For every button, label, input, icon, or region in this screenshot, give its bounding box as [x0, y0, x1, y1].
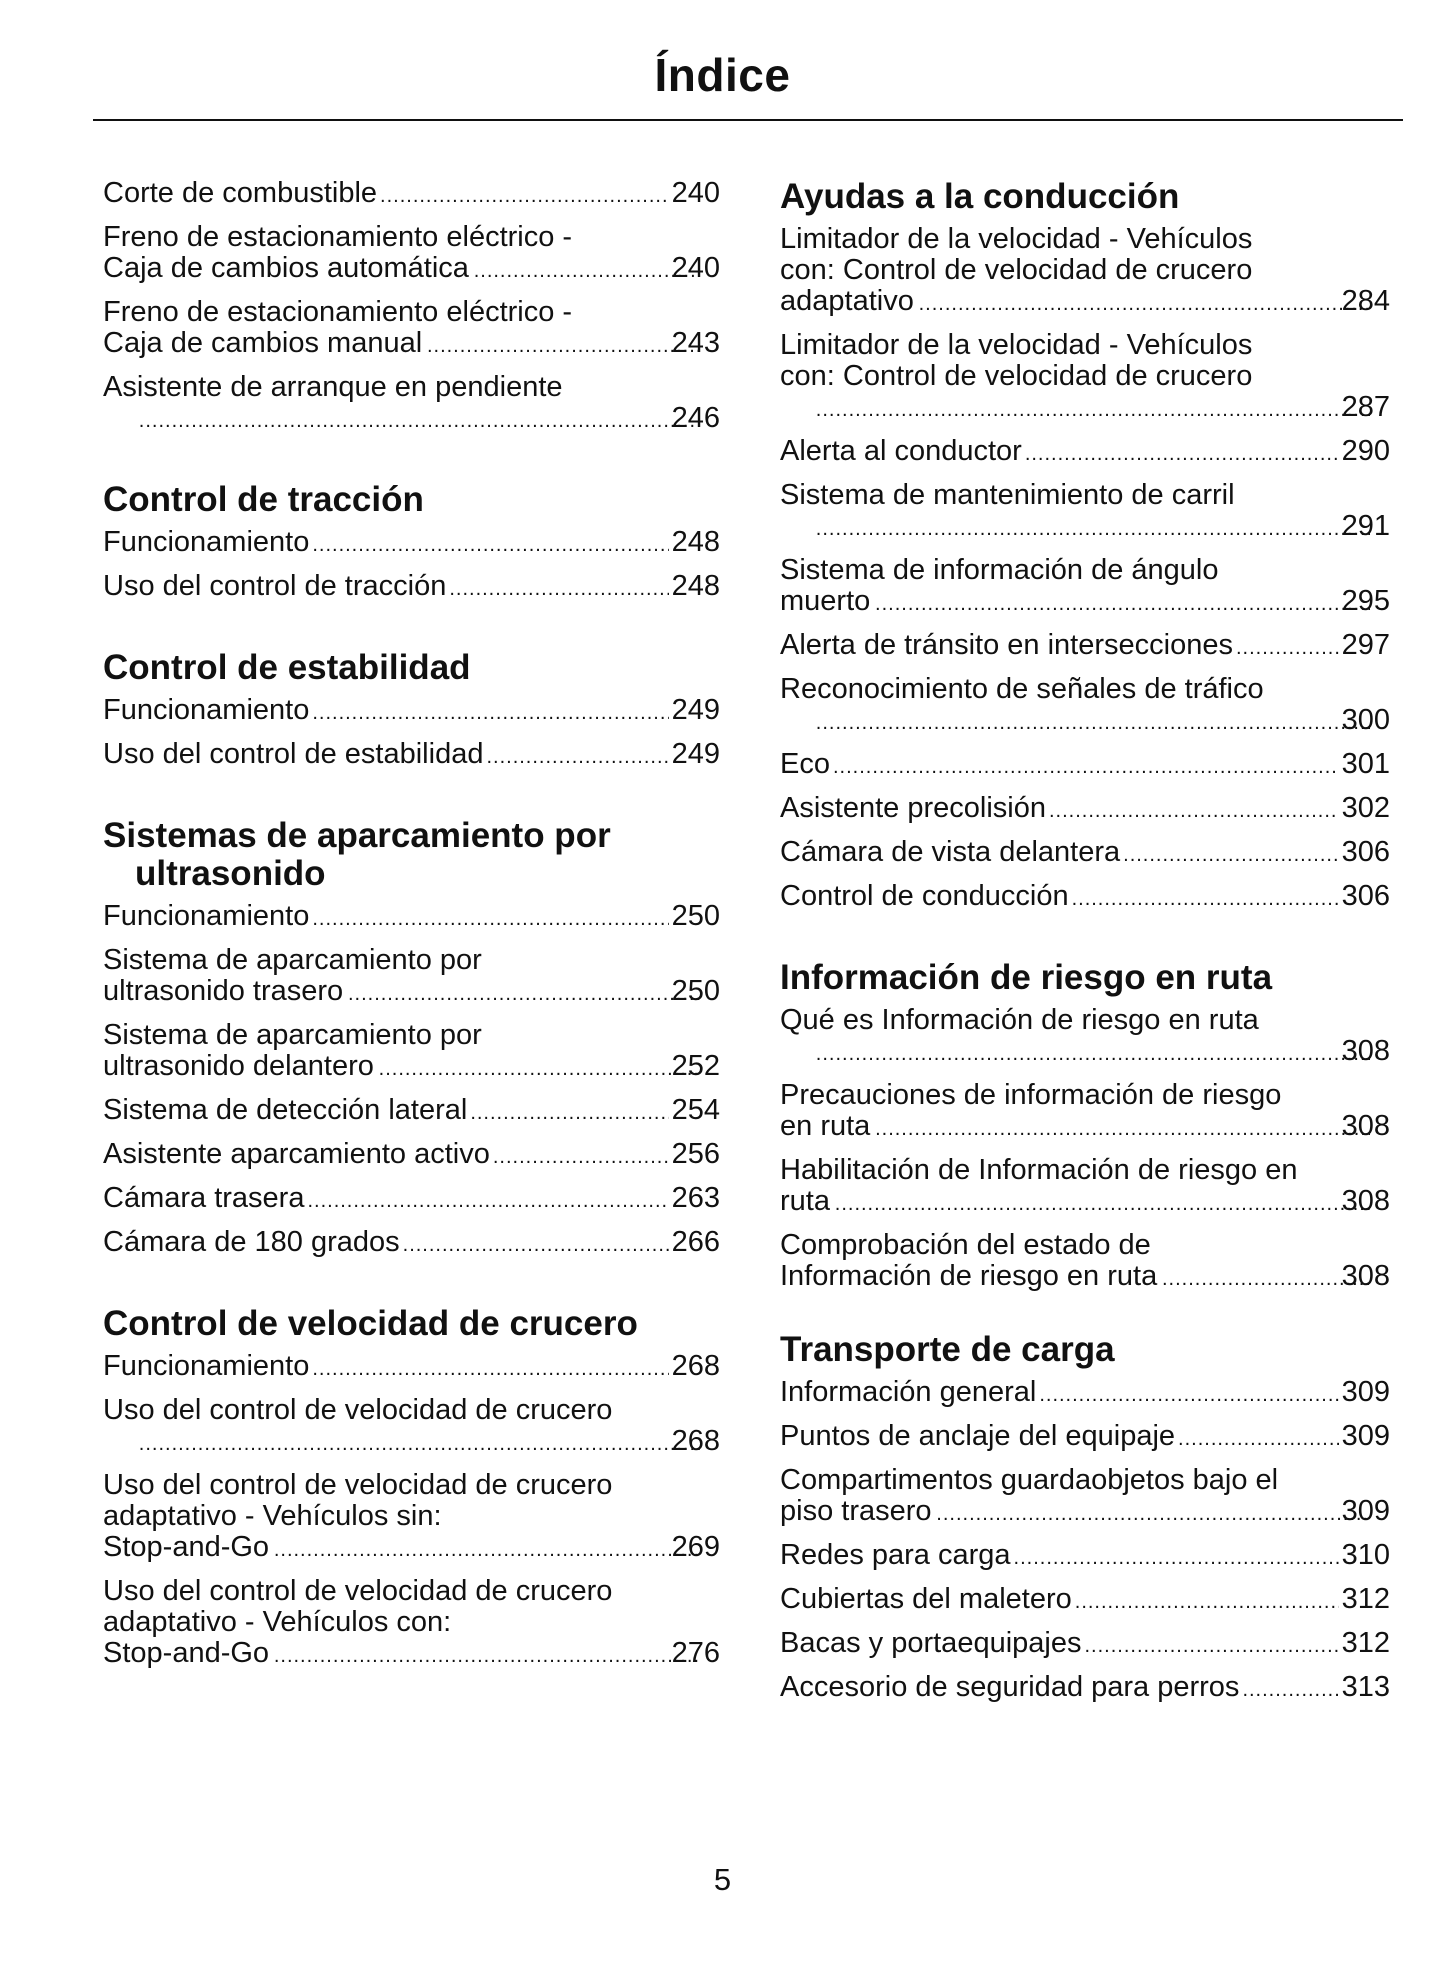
- toc-page-number: 284: [1341, 285, 1390, 317]
- toc-entry[interactable]: [103, 1183, 720, 1217]
- toc-page-number: 308: [1341, 1110, 1390, 1142]
- section-heading: Información de riesgo en ruta: [780, 958, 1273, 997]
- toc-entry-leader-row: [780, 1584, 1390, 1618]
- dot-leader: [425, 328, 699, 362]
- toc-entry[interactable]: [780, 1628, 1390, 1662]
- toc-entry-line: Sistema de mantenimiento de carril: [780, 479, 1235, 511]
- section-spacer: [103, 447, 720, 481]
- toc-page-number: 297: [1341, 629, 1390, 661]
- toc-entry[interactable]: [780, 480, 1390, 545]
- dot-leader: [814, 392, 1370, 426]
- toc-entry-title: Accesorio de seguridad para perros: [780, 1671, 1240, 1703]
- dot-leader: [917, 286, 1370, 320]
- toc-page-number: 250: [671, 975, 720, 1007]
- section-heading: Control de tracción: [103, 480, 424, 519]
- dot-leader: [272, 1532, 700, 1566]
- dot-leader: [493, 1139, 669, 1173]
- toc-entry-leader-row: [780, 285, 1390, 320]
- toc-entry-line: Freno de estacionamiento eléctrico -: [103, 221, 573, 253]
- toc-entry[interactable]: [780, 674, 1390, 739]
- toc-page-number: 249: [671, 738, 720, 770]
- section-spacer: [780, 1305, 1390, 1331]
- toc-entry[interactable]: [103, 178, 720, 212]
- dot-leader: [1039, 1377, 1338, 1411]
- toc-entry-leader-row: [103, 1351, 720, 1385]
- toc-entry-title: ultrasonido delantero: [103, 1050, 374, 1082]
- toc-entry-line: Uso del control de velocidad de crucero: [103, 1575, 613, 1607]
- toc-entry[interactable]: [780, 1672, 1390, 1706]
- dot-leader: [814, 705, 1370, 739]
- toc-entry[interactable]: [103, 1139, 720, 1173]
- toc-page-number: 268: [671, 1425, 720, 1457]
- toc-entry-leader-row: [103, 901, 720, 935]
- toc-entry[interactable]: [103, 1095, 720, 1129]
- toc-entry-line: con: Control de velocidad de crucero: [780, 360, 1253, 392]
- toc-entry-title: en ruta: [780, 1110, 871, 1142]
- toc-entry-title: Funcionamiento: [103, 1350, 310, 1382]
- toc-entry-leader-row: [780, 837, 1390, 871]
- toc-entry[interactable]: [103, 901, 720, 935]
- dot-leader: [833, 1186, 1370, 1220]
- toc-entry-title: ruta: [780, 1185, 830, 1217]
- toc-entry[interactable]: [780, 1465, 1390, 1530]
- toc-entry-leader-row: [103, 1531, 720, 1566]
- toc-entry-title: Alerta al conductor: [780, 435, 1022, 467]
- toc-entry-leader-row: [780, 749, 1390, 783]
- toc-entry[interactable]: [780, 1005, 1390, 1070]
- dot-leader: [1178, 1421, 1339, 1455]
- toc-page-number: 240: [671, 177, 720, 209]
- toc-entry[interactable]: [780, 1421, 1390, 1455]
- section-heading: Sistemas de aparcamiento por ultrasonido: [103, 816, 611, 893]
- toc-entry-line: Compartimentos guardaobjetos bajo el: [780, 1464, 1279, 1496]
- toc-page-number: 263: [671, 1182, 720, 1214]
- toc-entry-line: Uso del control de velocidad de crucero: [103, 1469, 613, 1501]
- dot-leader: [1075, 1584, 1339, 1618]
- toc-entry-leader-row: [103, 327, 720, 362]
- toc-page-number: 291: [1341, 510, 1390, 542]
- toc-entry-title: Asistente precolisión: [780, 792, 1046, 824]
- toc-entry-line: Habilitación de Información de riesgo en: [780, 1154, 1298, 1186]
- dot-leader: [312, 527, 668, 561]
- toc-entry-line: adaptativo - Vehículos sin:: [103, 1500, 442, 1532]
- toc-entry-line: Reconocimiento de señales de tráfico: [780, 673, 1264, 705]
- toc-entry[interactable]: [780, 1584, 1390, 1618]
- toc-page-number: 287: [1341, 391, 1390, 423]
- toc-entry[interactable]: [780, 555, 1390, 620]
- toc-entry-title: Cubiertas del maletero: [780, 1583, 1072, 1615]
- toc-page-number: 306: [1341, 836, 1390, 868]
- section-spacer: [780, 925, 1390, 959]
- toc-entry[interactable]: [103, 1470, 720, 1566]
- dot-leader: [380, 178, 669, 212]
- toc-entry-leader-row: [103, 1227, 720, 1261]
- toc-entry-title: piso trasero: [780, 1495, 932, 1527]
- toc-entry-title: Cámara de vista delantera: [780, 836, 1121, 868]
- section-heading: Control de velocidad de crucero: [103, 1304, 638, 1343]
- page-number: 5: [713, 1862, 732, 1897]
- toc-entry[interactable]: [780, 1155, 1390, 1220]
- toc-entry-title: Cámara trasera: [103, 1182, 305, 1214]
- toc-entry-title: Corte de combustible: [103, 177, 378, 209]
- toc-entry-leader-row: [103, 252, 720, 287]
- title-divider: [93, 119, 1403, 121]
- toc-entry-leader-row: [103, 527, 720, 561]
- toc-entry-leader-row: [780, 1110, 1390, 1145]
- toc-page-number: 312: [1341, 1583, 1390, 1615]
- toc-page-number: 268: [671, 1350, 720, 1382]
- toc-entry-title: Asistente aparcamiento activo: [103, 1138, 490, 1170]
- toc-entry-line: Limitador de la velocidad - Vehículos: [780, 223, 1253, 255]
- toc-page-number: 243: [671, 327, 720, 359]
- dot-leader: [1049, 793, 1339, 827]
- toc-entry-title: Cámara de 180 grados: [103, 1226, 400, 1258]
- toc-entry[interactable]: [103, 1576, 720, 1672]
- toc-entry-leader-row: [780, 585, 1390, 620]
- toc-page-number: 300: [1341, 704, 1390, 736]
- toc-entry-leader-row: [103, 739, 720, 773]
- dot-leader: [403, 1227, 669, 1261]
- toc-page-number: 301: [1341, 748, 1390, 780]
- toc-page-number: 308: [1341, 1035, 1390, 1067]
- toc-entry[interactable]: [103, 695, 720, 729]
- toc-page-number: 256: [671, 1138, 720, 1170]
- toc-entry[interactable]: [780, 330, 1390, 426]
- toc-entry-title: Uso del control de estabilidad: [103, 738, 484, 770]
- section-heading: Control de estabilidad: [103, 648, 471, 687]
- toc-entry-title: Uso del control de tracción: [103, 570, 447, 602]
- toc-entry-leader-row: [780, 1495, 1390, 1530]
- dot-leader: [1160, 1261, 1369, 1295]
- section-heading: Ayudas a la conducción: [780, 177, 1180, 216]
- section-spacer: [103, 615, 720, 649]
- toc-entry-leader-row: [780, 1540, 1390, 1574]
- dot-leader: [307, 1183, 668, 1217]
- toc-entry-title: muerto: [780, 585, 871, 617]
- left-column: [103, 178, 720, 1682]
- toc-entry-leader-row: [103, 1095, 720, 1129]
- section-spacer: [103, 1271, 720, 1305]
- dot-leader: [1084, 1628, 1338, 1662]
- toc-entry-leader-row: [780, 1185, 1390, 1220]
- toc-entry-line: Freno de estacionamiento eléctrico -: [103, 296, 573, 328]
- dot-leader: [1123, 837, 1338, 871]
- toc-entry-leader-row: [780, 1628, 1390, 1662]
- toc-page-number: 248: [671, 526, 720, 558]
- toc-entry-line: Sistema de información de ángulo: [780, 554, 1219, 586]
- dot-leader: [1072, 881, 1339, 915]
- toc-entry-leader-row: [780, 881, 1390, 915]
- toc-entry-title: Funcionamiento: [103, 526, 310, 558]
- dot-leader: [1242, 1672, 1338, 1706]
- toc-page-number: 276: [671, 1637, 720, 1669]
- toc-entry-line: Sistema de aparcamiento por: [103, 944, 482, 976]
- toc-entry-leader-row: [134, 403, 720, 437]
- toc-entry-title: Caja de cambios automática: [103, 252, 469, 284]
- toc-entry-title: Puntos de anclaje del equipaje: [780, 1420, 1176, 1452]
- toc-entry[interactable]: [780, 749, 1390, 783]
- dot-leader: [272, 1638, 700, 1672]
- toc-page-number: 295: [1341, 585, 1390, 617]
- toc-page-number: 240: [671, 252, 720, 284]
- toc-entry-title: ultrasonido trasero: [103, 975, 344, 1007]
- toc-entry[interactable]: [103, 1020, 720, 1085]
- toc-entry-line: con: Control de velocidad de crucero: [780, 254, 1253, 286]
- toc-entry-leader-row: [103, 571, 720, 605]
- dot-leader: [1236, 630, 1339, 664]
- toc-entry[interactable]: [780, 436, 1390, 470]
- toc-entry-leader-row: [811, 705, 1390, 739]
- toc-entry[interactable]: [780, 793, 1390, 827]
- dot-leader: [833, 749, 1339, 783]
- toc-entry[interactable]: [103, 372, 720, 437]
- toc-entry-leader-row: [780, 436, 1390, 470]
- toc-entry[interactable]: [103, 222, 720, 287]
- toc-page-number: 310: [1341, 1539, 1390, 1571]
- toc-entry[interactable]: [103, 1395, 720, 1460]
- toc-page-number: 252: [671, 1050, 720, 1082]
- toc-page-number: 290: [1341, 435, 1390, 467]
- toc-entry[interactable]: [103, 1351, 720, 1385]
- toc-page-number: 266: [671, 1226, 720, 1258]
- toc-entry-title: Alerta de tránsito en intersecciones: [780, 629, 1233, 661]
- toc-entry-title: Stop-and-Go: [103, 1637, 270, 1669]
- toc-entry-title: Redes para carga: [780, 1539, 1011, 1571]
- toc-entry[interactable]: [780, 1080, 1390, 1145]
- toc-entry-leader-row: [780, 630, 1390, 664]
- toc-page-number: 302: [1341, 792, 1390, 824]
- dot-leader: [449, 571, 668, 605]
- dot-leader: [312, 1351, 668, 1385]
- toc-entry[interactable]: [103, 297, 720, 362]
- section-heading: Transporte de carga: [780, 1330, 1115, 1369]
- toc-entry[interactable]: [103, 945, 720, 1010]
- toc-entry[interactable]: [780, 630, 1390, 664]
- right-column: [780, 178, 1390, 1716]
- toc-entry-leader-row: [780, 1377, 1390, 1411]
- toc-entry[interactable]: [103, 571, 720, 605]
- toc-entry-line: Precauciones de información de riesgo: [780, 1079, 1282, 1111]
- toc-entry[interactable]: [103, 739, 720, 773]
- toc-page-number: 313: [1341, 1671, 1390, 1703]
- toc-entry-leader-row: [134, 1426, 720, 1460]
- dot-leader: [470, 1095, 668, 1129]
- dot-leader: [873, 586, 1369, 620]
- dot-leader: [814, 511, 1370, 545]
- toc-entry[interactable]: [103, 1227, 720, 1261]
- toc-entry-leader-row: [103, 1183, 720, 1217]
- dot-leader: [312, 695, 668, 729]
- toc-page-number: 249: [671, 694, 720, 726]
- toc-entry[interactable]: [780, 837, 1390, 871]
- toc-entry-leader-row: [103, 1139, 720, 1173]
- toc-page-number: 254: [671, 1094, 720, 1126]
- toc-entry-leader-row: [780, 1672, 1390, 1706]
- toc-entry-title: Información general: [780, 1376, 1037, 1408]
- toc-page-number: 309: [1341, 1420, 1390, 1452]
- dot-leader: [137, 1426, 700, 1460]
- dot-leader: [472, 253, 700, 287]
- toc-page-number: 248: [671, 570, 720, 602]
- dot-leader: [377, 1051, 700, 1085]
- toc-page-number: 308: [1341, 1260, 1390, 1292]
- toc-page-number: 246: [671, 402, 720, 434]
- toc-entry-leader-row: [811, 1036, 1390, 1070]
- toc-entry-leader-row: [811, 511, 1390, 545]
- toc-entry-leader-row: [103, 695, 720, 729]
- page-title: Índice: [654, 49, 791, 101]
- dot-leader: [486, 739, 668, 773]
- dot-leader: [814, 1036, 1370, 1070]
- toc-entry-leader-row: [811, 392, 1390, 426]
- dot-leader: [873, 1111, 1369, 1145]
- toc-page-number: 250: [671, 900, 720, 932]
- toc-entry[interactable]: [780, 1377, 1390, 1411]
- dot-leader: [935, 1496, 1370, 1530]
- dot-leader: [137, 403, 700, 437]
- dot-leader: [1014, 1540, 1339, 1574]
- toc-entry[interactable]: [780, 1540, 1390, 1574]
- toc-page-number: 306: [1341, 880, 1390, 912]
- toc-entry-title: Bacas y portaequipajes: [780, 1627, 1082, 1659]
- toc-entry-line: Limitador de la velocidad - Vehículos: [780, 329, 1253, 361]
- toc-entry-leader-row: [103, 178, 720, 212]
- toc-entry-leader-row: [780, 793, 1390, 827]
- toc-entry-title: Funcionamiento: [103, 900, 310, 932]
- toc-page-number: 269: [671, 1531, 720, 1563]
- dot-leader: [312, 901, 668, 935]
- toc-page-number: 309: [1341, 1376, 1390, 1408]
- toc-entry-title: Información de riesgo en ruta: [780, 1260, 1158, 1292]
- toc-entry-line: Asistente de arranque en pendiente: [103, 371, 563, 403]
- toc-entry-leader-row: [780, 1421, 1390, 1455]
- toc-entry-leader-row: [103, 1050, 720, 1085]
- dot-leader: [1025, 436, 1339, 470]
- toc-entry-line: Uso del control de velocidad de crucero: [103, 1394, 613, 1426]
- toc-entry-title: Control de conducción: [780, 880, 1069, 912]
- toc-entry[interactable]: [103, 527, 720, 561]
- toc-entry[interactable]: [780, 224, 1390, 320]
- toc-entry-line: adaptativo - Vehículos con:: [103, 1606, 452, 1638]
- toc-entry-title: Funcionamiento: [103, 694, 310, 726]
- toc-page-number: 309: [1341, 1495, 1390, 1527]
- toc-entry-title: Sistema de detección lateral: [103, 1094, 468, 1126]
- toc-entry-title: adaptativo: [780, 285, 914, 317]
- toc-entry-leader-row: [103, 1637, 720, 1672]
- toc-entry-title: Stop-and-Go: [103, 1531, 270, 1563]
- toc-entry[interactable]: [780, 881, 1390, 915]
- toc-page-number: 312: [1341, 1627, 1390, 1659]
- toc-page-number: 308: [1341, 1185, 1390, 1217]
- toc-entry-leader-row: [780, 1260, 1390, 1295]
- toc-entry-title: Eco: [780, 748, 830, 780]
- section-spacer: [103, 783, 720, 817]
- toc-entry-line: Comprobación del estado de: [780, 1229, 1151, 1261]
- toc-entry[interactable]: [780, 1230, 1390, 1295]
- toc-entry-leader-row: [103, 975, 720, 1010]
- toc-entry-line: Qué es Información de riesgo en ruta: [780, 1004, 1259, 1036]
- dot-leader: [346, 976, 699, 1010]
- toc-entry-line: Sistema de aparcamiento por: [103, 1019, 482, 1051]
- toc-entry-title: Caja de cambios manual: [103, 327, 423, 359]
